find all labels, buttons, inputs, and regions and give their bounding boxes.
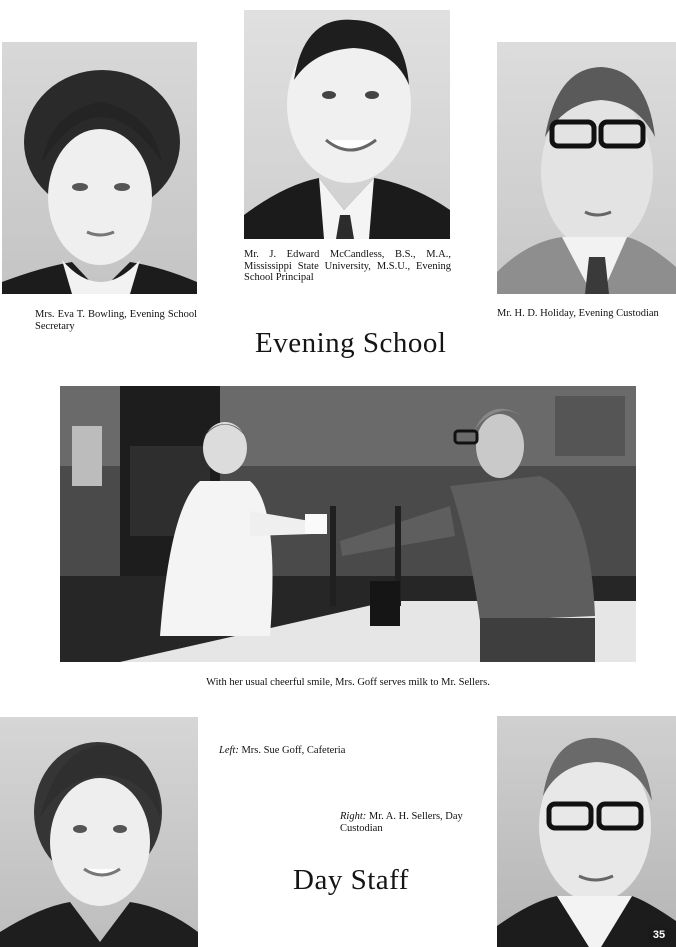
caption-mccandless: Mr. J. Edward McCandless, B.S., M.A., Mississippi State University, M.S.U., Evening School Principal [244, 249, 451, 283]
group-photo-cafeteria [60, 386, 636, 662]
caption-left-prefix: Left: [219, 745, 239, 756]
caption-right-text: Mr. A. H. Sellers, Day Custodian [340, 811, 463, 834]
caption-group-photo: With her usual cheerful smile, Mrs. Goff serves milk to Mr. Sellers. [206, 677, 490, 688]
portrait-photo-bowling [2, 42, 197, 294]
caption-holiday: Mr. H. D. Holiday, Evening Custodian [497, 308, 659, 319]
portrait-photo-mccandless [244, 10, 450, 239]
caption-left-goff [219, 745, 345, 757]
caption-right-sellers [340, 811, 480, 834]
portrait-photo-sellers [497, 716, 676, 947]
portrait-photo-goff [0, 717, 198, 947]
portrait-photo-holiday [497, 42, 676, 294]
caption-left-text: Mrs. Sue Goff, Cafeteria [241, 745, 346, 756]
caption-right-prefix: Right: [340, 811, 367, 822]
heading-evening-school: Evening School [255, 327, 447, 359]
page-number: 35 [648, 927, 670, 943]
caption-bowling: Mrs. Eva T. Bowling, Evening School Secretary [35, 309, 197, 332]
heading-day-staff: Day Staff [293, 864, 409, 896]
